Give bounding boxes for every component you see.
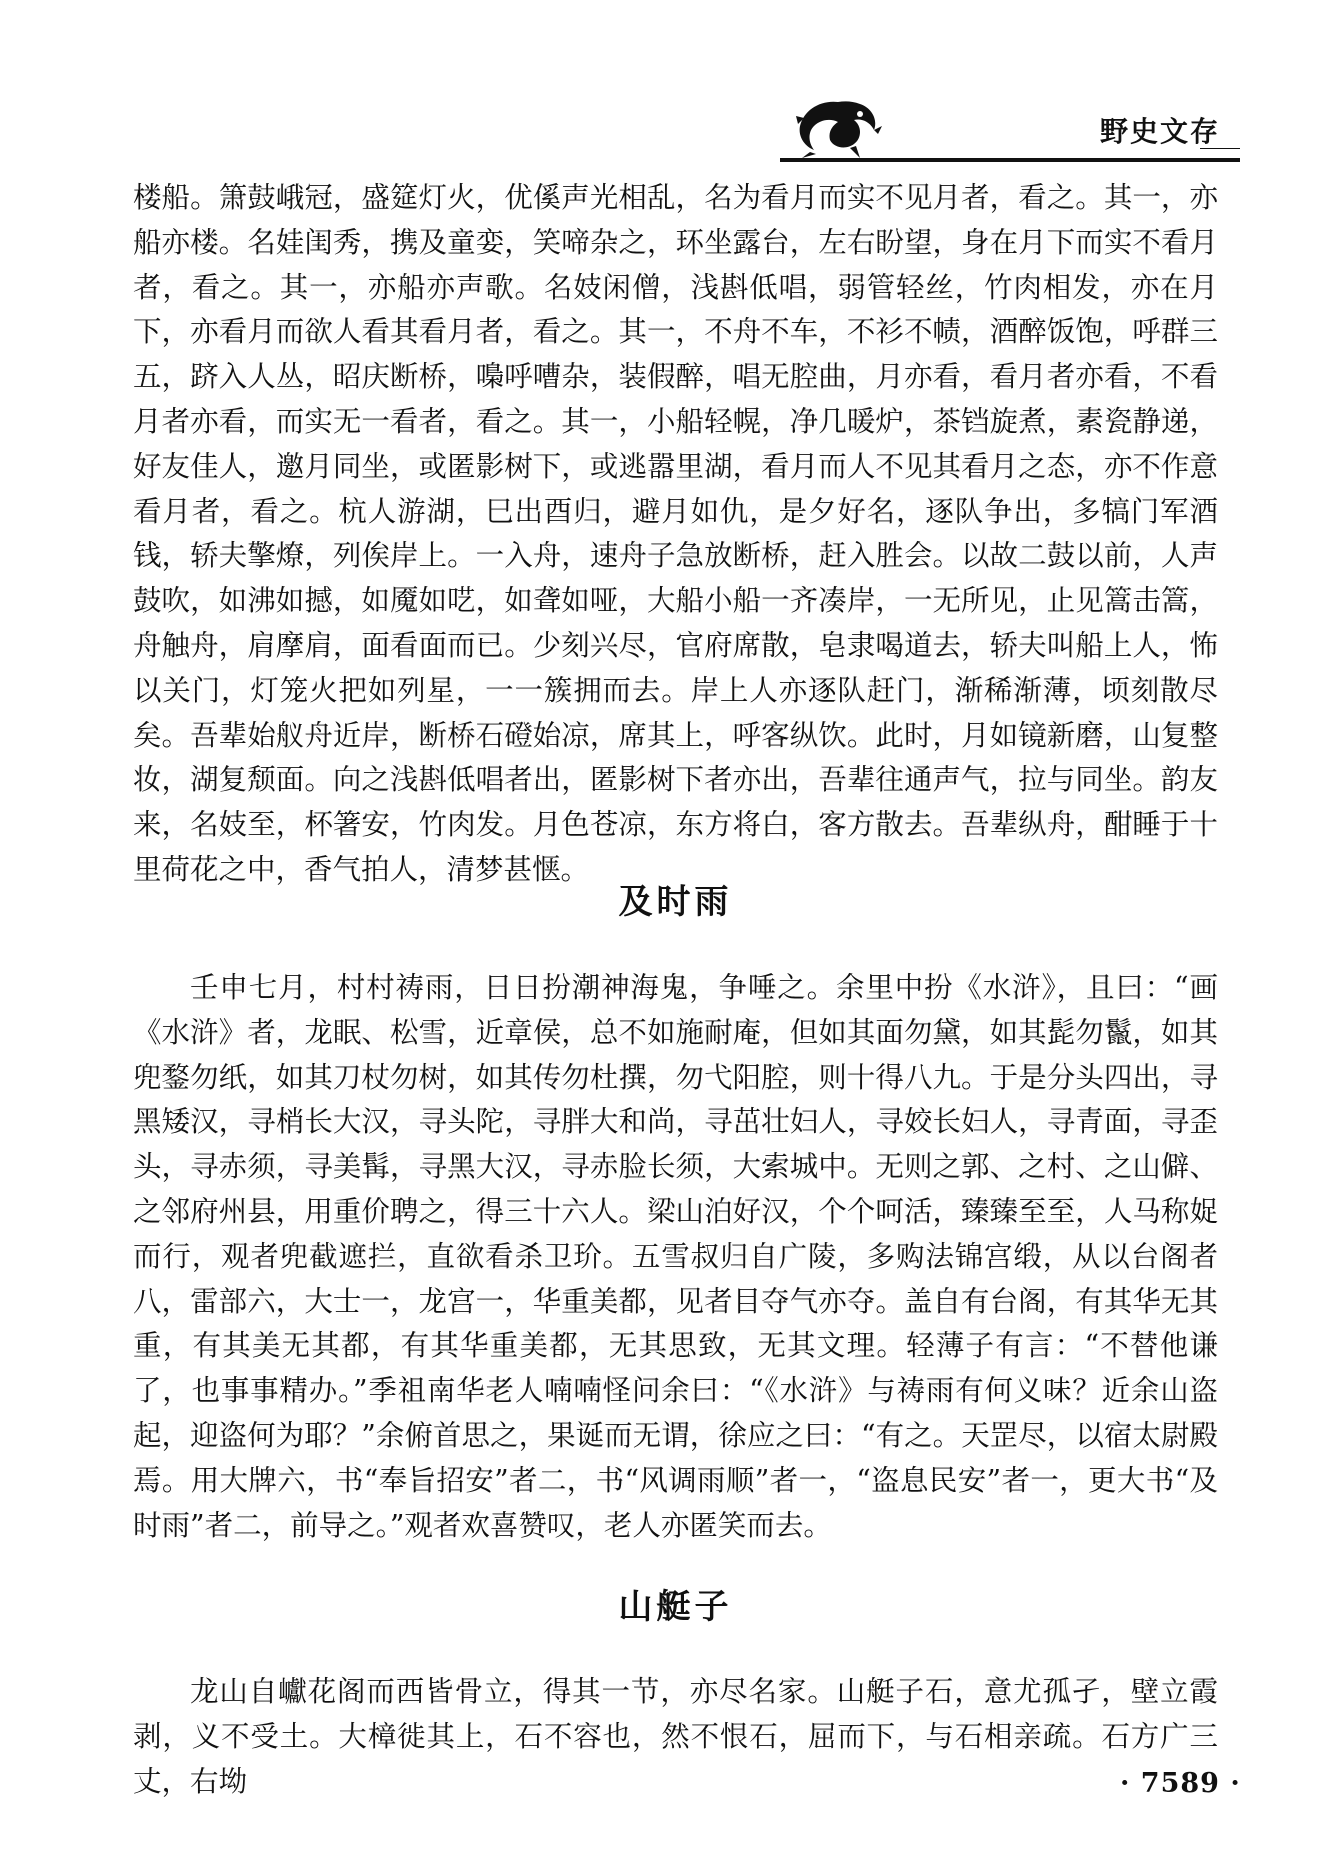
paragraph-3: 龙山自巘花阁而西皆骨立，得其一节，亦尽名家。山艇子石，意尤孤孑，壁立霞剥，义不受土。大樟徙其上，石不容也，然不恨石，屈而下，与石相亲疏。石方广三丈，右坳	[133, 1675, 1218, 1798]
paragraph-2: 壬申七月，村村祷雨，日日扮潮神海鬼，争唾之。余里中扮《水浒》，且曰：“画《水浒》者，龙眠、松雪，近章侯，总不如施耐庵，但如其面勿黛，如其髭勿鬣，如其兜鍪勿纸，如其刀杖勿树，如其传勿杜撰，勿弋阳腔，则十得八九。于是分头四出，寻黑矮汉，寻梢长大汉，寻头陀，寻胖大和尚，寻茁壮妇人，寻姣长妇人，寻青面，寻歪头，寻赤须，寻美髯，寻黑大汉，寻赤脸长须，大索城中。无则之郭、之村、之山僻、之邻府州县，用重价聘之，得三十六人。梁山泊好汉，个个呵活，臻臻至至，人马称娖而行，观者兜截遮拦，直欲看杀卫玠。五雪叔归自广陵，多购法锦宫缎，从以台阁者八，雷部六，大士一，龙宫一，华重美都，见者目夺气亦夺。盖自有台阁，有其华无其重，有其美无其都，有其华重美都，无其思致，无其文理。轻薄子有言：“不替他谦了，也事事精办。”季祖南华老人喃喃怪问余曰：“《水浒》与祷雨有何义味？近余山盗起，迎盗何为耶？”余俯首思之，果诞而无谓，徐应之曰：“有之。天罡尽，以宿太尉殿焉。用大牌六，书“奉旨招安”者二，书“风调雨顺”者一，“盗息民安”者一，更大书“及时雨”者二，前导之。”观者欢喜赞叹，老人亦匿笑而去。	[133, 971, 1218, 1542]
dragon-emblem-icon	[790, 96, 886, 160]
section-heading-shantingzi: 山艇子	[618, 1587, 733, 1627]
header-rule-thin	[1200, 148, 1240, 149]
paragraph-1: 楼船。箫鼓峨冠，盛筵灯火，优傒声光相乱，名为看月而实不见月者，看之。其一，亦船亦楼。名娃闺秀，携及童娈，笑啼杂之，环坐露台，左右盼望，身在月下而实不看月者，看之。其一，亦船亦声歌。名妓闲僧，浅斟低唱，弱管轻丝，竹肉相发，亦在月下，亦看月而欲人看其看月者，看之。其一，不舟不车，不衫不帻，酒醉饭饱，呼群三五，跻入人丛，昭庆断桥，嘄呼嘈杂，装假醉，唱无腔曲，月亦看，看月者亦看，不看月者亦看，而实无一看者，看之。其一，小船轻幌，净几暖炉，茶铛旋煮，素瓷静递，好友佳人，邀月同坐，或匿影树下，或逃嚣里湖，看月而人不见其看月之态，亦不作意看月者，看之。杭人游湖，巳出酉归，避月如仇，是夕好名，逐队争出，多犒门军酒钱，轿夫擎燎，列俟岸上。一入舟，速舟子急放断桥，赶入胜会。以故二鼓以前，人声鼓吹，如沸如撼，如魇如呓，如聋如哑，大船小船一齐凑岸，一无所见，止见篙击篙，舟触舟，肩摩肩，面看面而已。少刻兴尽，官府席散，皂隶喝道去，轿夫叫船上人，怖以关门，灯笼火把如列星，一一簇拥而去。岸上人亦逐队赶门，渐稀渐薄，顷刻散尽矣。吾辈始舣舟近岸，断桥石磴始凉，席其上，呼客纵饮。此时，月如镜新磨，山复整妆，湖复颓面。向之浅斟低唱者出，匿影树下者亦出，吾辈往通声气，拉与同坐。韵友来，名妓至，杯箸安，竹肉发。月色苍凉，东方将白，客方散去。吾辈纵舟，酣睡于十里荷花之中，香气拍人，清梦甚惬。	[133, 181, 1218, 886]
section-heading-jishiyu: 及时雨	[618, 882, 733, 922]
page-number: · 7589 ·	[1120, 1768, 1241, 1799]
series-title: 野史文存	[1100, 115, 1221, 148]
running-header	[790, 96, 1240, 160]
header-rule	[780, 158, 1240, 162]
